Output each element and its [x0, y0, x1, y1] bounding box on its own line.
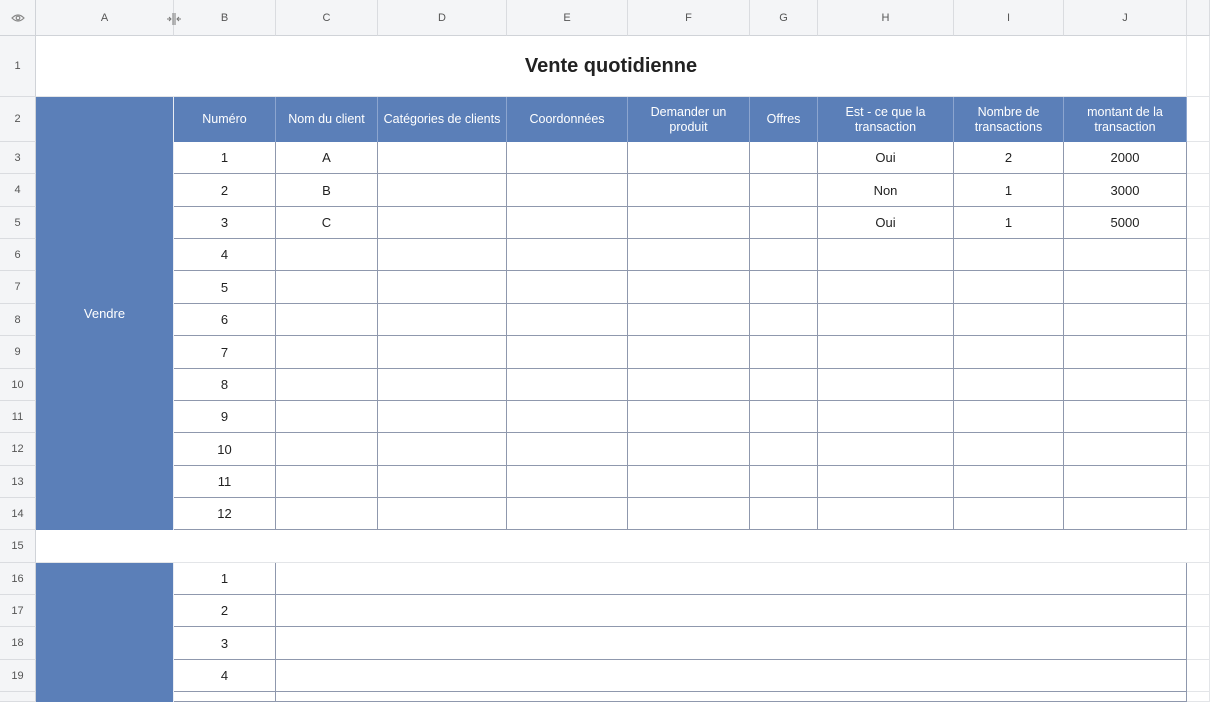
table-cell[interactable]: 12	[174, 498, 276, 530]
row-header-10[interactable]: 10	[0, 369, 36, 401]
table-cell[interactable]	[628, 433, 750, 466]
table-cell[interactable]	[378, 498, 507, 530]
table-header-cell[interactable]: Offres	[750, 97, 818, 142]
table-cell[interactable]	[954, 271, 1064, 304]
row-header-17[interactable]: 17	[0, 595, 36, 627]
table-cell[interactable]	[750, 433, 818, 466]
column-header-extra[interactable]	[1187, 0, 1210, 36]
table-cell[interactable]	[628, 401, 750, 433]
table-cell[interactable]	[507, 498, 628, 530]
table-cell[interactable]: 4	[174, 239, 276, 271]
row-header-11[interactable]: 11	[0, 401, 36, 433]
table-cell[interactable]	[507, 336, 628, 369]
table-cell[interactable]	[378, 466, 507, 498]
table-cell[interactable]	[378, 239, 507, 271]
table-cell[interactable]	[750, 304, 818, 336]
table-cell[interactable]: 1	[954, 174, 1064, 207]
table-cell[interactable]	[954, 304, 1064, 336]
table-cell[interactable]: C	[276, 207, 378, 239]
lower-merged-cell[interactable]	[276, 595, 1187, 627]
column-header-d[interactable]: D	[378, 0, 507, 36]
table-cell[interactable]	[1064, 369, 1187, 401]
cell-k4[interactable]	[1187, 174, 1210, 207]
table-cell[interactable]	[750, 174, 818, 207]
cell-k7[interactable]	[1187, 271, 1210, 304]
table-cell[interactable]	[750, 336, 818, 369]
table-cell[interactable]	[507, 271, 628, 304]
table-cell[interactable]: A	[276, 142, 378, 174]
table-cell[interactable]	[1064, 498, 1187, 530]
lower-number-cell[interactable]: 2	[174, 595, 276, 627]
table-cell[interactable]	[507, 433, 628, 466]
table-cell[interactable]	[818, 369, 954, 401]
table-cell[interactable]	[276, 239, 378, 271]
row-header-13[interactable]: 13	[0, 466, 36, 498]
table-header-cell[interactable]: Demander un produit	[628, 97, 750, 142]
column-header-f[interactable]: F	[628, 0, 750, 36]
row-header-extra[interactable]	[0, 692, 36, 702]
table-cell[interactable]	[378, 369, 507, 401]
column-header-b[interactable]: B	[174, 0, 276, 36]
table-cell[interactable]: 3	[174, 207, 276, 239]
table-cell[interactable]: 10	[174, 433, 276, 466]
table-cell[interactable]: 2	[174, 174, 276, 207]
table-header-cell[interactable]: Est - ce que la transaction	[818, 97, 954, 142]
table-cell[interactable]	[378, 271, 507, 304]
cell-k12[interactable]	[1187, 433, 1210, 466]
cell-k13[interactable]	[1187, 466, 1210, 498]
cell-k19[interactable]	[1187, 660, 1210, 692]
lower-number-cell[interactable]: 3	[174, 627, 276, 660]
cell-k11[interactable]	[1187, 401, 1210, 433]
table-cell[interactable]	[507, 239, 628, 271]
table-cell[interactable]	[276, 498, 378, 530]
table-cell[interactable]	[507, 304, 628, 336]
lower-merged-cell-extra[interactable]	[276, 692, 1187, 702]
table-cell[interactable]	[507, 401, 628, 433]
cell-k18[interactable]	[1187, 627, 1210, 660]
table-cell[interactable]	[276, 433, 378, 466]
table-cell[interactable]	[954, 336, 1064, 369]
table-cell[interactable]: Non	[818, 174, 954, 207]
eye-icon[interactable]	[0, 0, 36, 36]
table-cell[interactable]	[1064, 466, 1187, 498]
row-header-19[interactable]: 19	[0, 660, 36, 692]
row-header-2[interactable]: 2	[0, 97, 36, 142]
table-cell[interactable]	[818, 466, 954, 498]
row-header-9[interactable]: 9	[0, 336, 36, 369]
table-cell[interactable]: 5	[174, 271, 276, 304]
table-cell[interactable]: 8	[174, 369, 276, 401]
sheet-title[interactable]: Vente quotidienne	[36, 36, 1187, 97]
lower-merged-cell[interactable]	[276, 627, 1187, 660]
table-cell[interactable]	[1064, 304, 1187, 336]
cell-k10[interactable]	[1187, 369, 1210, 401]
lower-merged-cell[interactable]	[276, 660, 1187, 692]
table-cell[interactable]: 2	[954, 142, 1064, 174]
table-header-cell[interactable]: Nombre de transactions	[954, 97, 1064, 142]
cell-k14[interactable]	[1187, 498, 1210, 530]
table-cell[interactable]	[954, 498, 1064, 530]
table-cell[interactable]: 9	[174, 401, 276, 433]
table-header-cell[interactable]: montant de la transaction	[1064, 97, 1187, 142]
table-cell[interactable]: 11	[174, 466, 276, 498]
table-cell[interactable]: 1	[954, 207, 1064, 239]
row-header-14[interactable]: 14	[0, 498, 36, 530]
table-cell[interactable]	[750, 369, 818, 401]
lower-section-block[interactable]	[36, 563, 174, 702]
column-header-c[interactable]: C	[276, 0, 378, 36]
table-cell[interactable]	[954, 239, 1064, 271]
column-resize-icon[interactable]	[166, 12, 182, 26]
cell-k5[interactable]	[1187, 207, 1210, 239]
table-cell[interactable]	[1064, 239, 1187, 271]
table-cell[interactable]	[628, 336, 750, 369]
cell-k6[interactable]	[1187, 239, 1210, 271]
table-cell[interactable]: Oui	[818, 142, 954, 174]
table-cell[interactable]	[628, 304, 750, 336]
table-cell[interactable]: 2000	[1064, 142, 1187, 174]
lower-number-cell-extra[interactable]	[174, 692, 276, 702]
table-cell[interactable]	[818, 401, 954, 433]
table-cell[interactable]	[1064, 336, 1187, 369]
table-cell[interactable]	[818, 271, 954, 304]
column-header-e[interactable]: E	[507, 0, 628, 36]
table-cell[interactable]	[818, 239, 954, 271]
cell-k9[interactable]	[1187, 336, 1210, 369]
table-cell[interactable]	[628, 207, 750, 239]
cell-k-extra[interactable]	[1187, 692, 1210, 702]
table-cell[interactable]	[750, 466, 818, 498]
cell-k8[interactable]	[1187, 304, 1210, 336]
table-cell[interactable]	[818, 433, 954, 466]
row-header-3[interactable]: 3	[0, 142, 36, 174]
column-header-j[interactable]: J	[1064, 0, 1187, 36]
row-header-16[interactable]: 16	[0, 563, 36, 595]
table-cell[interactable]	[750, 271, 818, 304]
cell-k3[interactable]	[1187, 142, 1210, 174]
table-cell[interactable]: 1	[174, 142, 276, 174]
cell-k2[interactable]	[1187, 97, 1210, 142]
table-cell[interactable]	[628, 369, 750, 401]
table-cell[interactable]	[378, 304, 507, 336]
table-cell[interactable]	[276, 336, 378, 369]
column-header-i[interactable]: I	[954, 0, 1064, 36]
row-header-7[interactable]: 7	[0, 271, 36, 304]
cell-k16[interactable]	[1187, 563, 1210, 595]
table-cell[interactable]	[378, 207, 507, 239]
table-cell[interactable]	[378, 433, 507, 466]
table-header-cell[interactable]: Nom du client	[276, 97, 378, 142]
section-label-vendre[interactable]: Vendre	[36, 97, 174, 530]
table-cell[interactable]	[750, 498, 818, 530]
table-cell[interactable]	[818, 304, 954, 336]
table-header-cell[interactable]: Catégories de clients	[378, 97, 507, 142]
lower-number-cell[interactable]: 4	[174, 660, 276, 692]
table-cell[interactable]	[507, 174, 628, 207]
table-cell[interactable]: 3000	[1064, 174, 1187, 207]
table-cell[interactable]	[1064, 401, 1187, 433]
cell-row-15[interactable]	[36, 530, 1210, 563]
column-header-g[interactable]: G	[750, 0, 818, 36]
column-header-h[interactable]: H	[818, 0, 954, 36]
row-header-6[interactable]: 6	[0, 239, 36, 271]
table-cell[interactable]	[1064, 271, 1187, 304]
table-cell[interactable]	[378, 336, 507, 369]
table-cell[interactable]	[1064, 433, 1187, 466]
table-cell[interactable]	[507, 207, 628, 239]
table-header-cell[interactable]: Coordonnées	[507, 97, 628, 142]
table-cell[interactable]	[378, 401, 507, 433]
table-cell[interactable]	[750, 239, 818, 271]
table-cell[interactable]	[276, 401, 378, 433]
row-header-15[interactable]: 15	[0, 530, 36, 563]
table-cell[interactable]	[628, 174, 750, 207]
row-header-5[interactable]: 5	[0, 207, 36, 239]
row-header-18[interactable]: 18	[0, 627, 36, 660]
table-cell[interactable]: 7	[174, 336, 276, 369]
table-cell[interactable]	[750, 207, 818, 239]
cell-k17[interactable]	[1187, 595, 1210, 627]
table-cell[interactable]	[628, 498, 750, 530]
table-cell[interactable]	[276, 271, 378, 304]
table-cell[interactable]	[954, 401, 1064, 433]
table-cell[interactable]: 6	[174, 304, 276, 336]
row-header-12[interactable]: 12	[0, 433, 36, 466]
row-header-4[interactable]: 4	[0, 174, 36, 207]
table-cell[interactable]	[507, 142, 628, 174]
table-cell[interactable]	[954, 433, 1064, 466]
table-cell[interactable]	[818, 498, 954, 530]
table-cell[interactable]	[276, 466, 378, 498]
table-cell[interactable]	[507, 466, 628, 498]
table-cell[interactable]	[378, 142, 507, 174]
lower-number-cell[interactable]: 1	[174, 563, 276, 595]
table-cell[interactable]: 5000	[1064, 207, 1187, 239]
table-cell[interactable]	[628, 466, 750, 498]
table-cell[interactable]	[507, 369, 628, 401]
table-cell[interactable]: B	[276, 174, 378, 207]
table-cell[interactable]	[276, 369, 378, 401]
table-cell[interactable]	[750, 401, 818, 433]
table-cell[interactable]	[628, 271, 750, 304]
table-cell[interactable]	[378, 174, 507, 207]
table-cell[interactable]	[818, 336, 954, 369]
table-cell[interactable]	[628, 239, 750, 271]
table-cell[interactable]	[954, 466, 1064, 498]
column-header-a[interactable]: A	[36, 0, 174, 36]
table-cell[interactable]	[628, 142, 750, 174]
table-cell[interactable]	[750, 142, 818, 174]
table-cell[interactable]	[954, 369, 1064, 401]
table-header-cell[interactable]: Numéro	[174, 97, 276, 142]
row-header-8[interactable]: 8	[0, 304, 36, 336]
table-cell[interactable]	[276, 304, 378, 336]
table-cell[interactable]: Oui	[818, 207, 954, 239]
row-header-1[interactable]: 1	[0, 36, 36, 97]
cell-k1[interactable]	[1187, 36, 1210, 97]
lower-merged-cell[interactable]	[276, 563, 1187, 595]
